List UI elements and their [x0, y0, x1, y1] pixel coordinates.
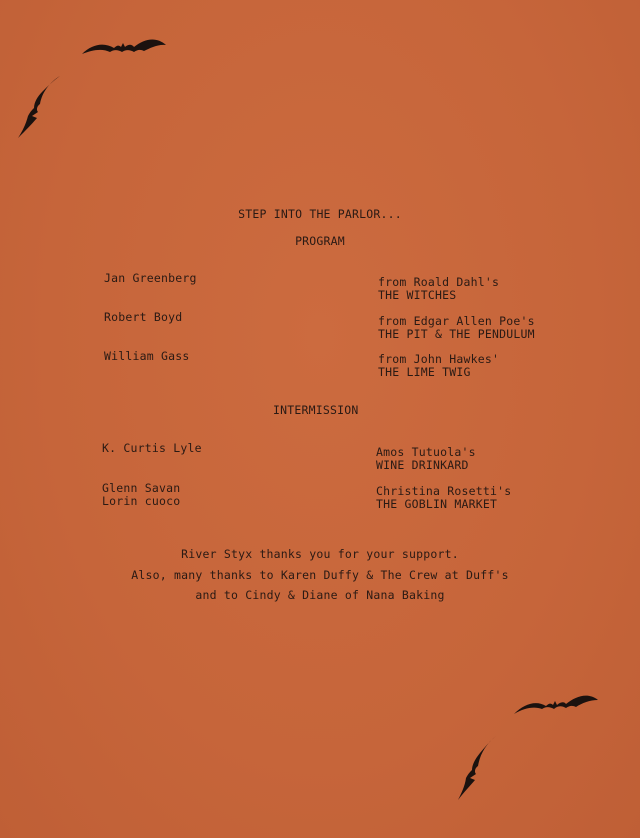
thanks-line: River Styx thanks you for your support. [181, 547, 459, 561]
reader-name: Jan Greenberg [104, 271, 197, 285]
work-credit [376, 485, 511, 511]
reader-line: Glenn Savan [102, 481, 181, 495]
work-credit [378, 276, 499, 302]
work-author: from Roald Dahl's [378, 275, 500, 289]
program-heading: PROGRAM [295, 234, 345, 248]
work-author: from Edgar Allen Poe's [378, 314, 535, 328]
work-credit [378, 315, 535, 341]
reader-line: K. Curtis Lyle [102, 441, 202, 455]
bat-icon [514, 690, 598, 716]
work-title: THE WITCHES [378, 288, 457, 302]
work-author: from John Hawkes' [378, 352, 500, 366]
work-title: WINE DRINKARD [376, 458, 469, 472]
page-title: STEP INTO THE PARLOR... [238, 207, 402, 221]
work-credit [378, 353, 499, 379]
work-author: Christina Rosetti's [376, 484, 512, 498]
reader-name [102, 482, 180, 508]
work-title: THE PIT & THE PENDULUM [378, 327, 535, 341]
bat-icon [456, 736, 498, 802]
intermission-heading: INTERMISSION [273, 403, 359, 417]
work-credit [376, 446, 476, 472]
bat-icon [16, 76, 64, 140]
bat-icon [82, 36, 166, 58]
reader-line: Lorin cuoco [102, 494, 181, 508]
thanks-line: Also, many thanks to Karen Duffy & The Crew at Duff's [131, 568, 509, 582]
work-author: Amos Tutuola's [376, 445, 476, 459]
reader-name: Robert Boyd [104, 310, 183, 324]
reader-name: William Gass [104, 349, 190, 363]
work-title: THE GOBLIN MARKET [376, 497, 498, 511]
thanks-line: and to Cindy & Diane of Nana Baking [195, 588, 445, 602]
reader-name [102, 442, 202, 455]
work-title: THE LIME TWIG [378, 365, 471, 379]
